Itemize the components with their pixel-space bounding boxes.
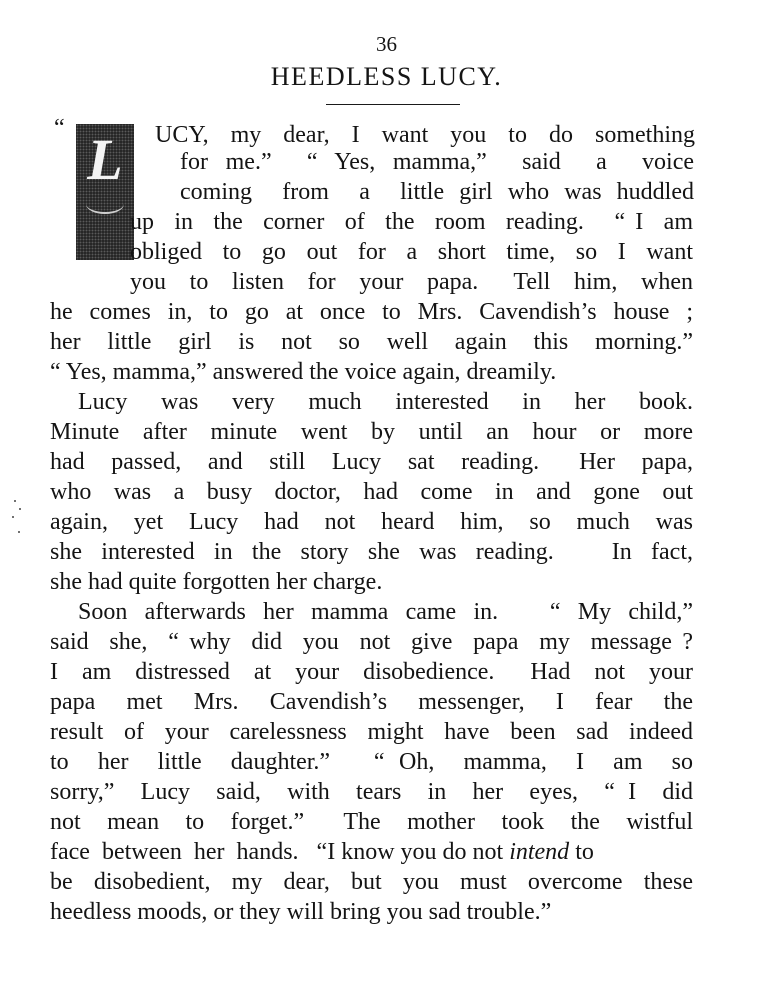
text-line: for me.” “ Yes, mamma,” said a voice — [180, 149, 694, 175]
margin-speck — [18, 531, 20, 533]
margin-speck — [14, 500, 16, 502]
text-line: again, yet Lucy had not heard him, so much was — [50, 509, 693, 535]
text-line: Lucy was very much interested in her book. — [78, 389, 693, 415]
text-line: UCY, my dear, I want you to do something — [155, 122, 695, 148]
title-rule — [326, 104, 460, 105]
text-line: Soon afterwards her mamma came in. “ My child,” — [78, 599, 693, 625]
page-number: 36 — [376, 32, 397, 56]
text-line: sorry,” Lucy said, with tears in her eyes, “ I did — [50, 779, 693, 805]
text-line: obliged to go out for a short time, so I want — [130, 239, 693, 265]
text-line: Minute after minute went by until an hour or more — [50, 419, 693, 445]
text-segment: to — [569, 839, 594, 865]
text-line: be disobedient, my dear, but you must overcome these — [50, 869, 693, 895]
drop-cap-flourish — [86, 194, 124, 214]
text-line: papa met Mrs. Cavendish’s messenger, I fear the — [50, 689, 693, 715]
text-line: she had quite forgotten her charge. — [50, 569, 383, 595]
text-line: who was a busy doctor, had come in and gone out — [50, 479, 693, 505]
drop-cap-letter: L — [87, 127, 123, 192]
opening-quote: “ — [54, 115, 65, 141]
text-segment: face between her hands. “I know you do not — [50, 839, 504, 865]
text-line: “ Yes, mamma,” answered the voice again, dreamily. — [50, 359, 557, 385]
margin-speck — [19, 508, 21, 510]
text-line: I am distressed at your disobedience. Had not your — [50, 659, 693, 685]
text-line: had passed, and still Lucy sat reading. Her papa, — [50, 449, 693, 475]
text-line-with-italic — [50, 837, 693, 867]
text-line: said she, “ why did you not give papa my message ? — [50, 629, 693, 655]
text-line: result of your carelessness might have been sad indeed — [50, 719, 693, 745]
text-line: not mean to forget.” The mother took the wistful — [50, 809, 693, 835]
text-line: he comes in, to go at once to Mrs. Cavendish’s house ; — [50, 299, 693, 325]
text-line: to her little daughter.” “ Oh, mamma, I am so — [50, 749, 693, 775]
text-line: she interested in the story she was reading. In fact, — [50, 539, 693, 565]
text-line: up in the corner of the room reading. “ I am — [130, 209, 693, 235]
text-line: her little girl is not so well again this morning.” — [50, 329, 693, 355]
drop-cap — [76, 124, 134, 260]
text-line: coming from a little girl who was huddled — [180, 179, 694, 205]
italic-word: intend — [509, 839, 570, 865]
chapter-title: HEEDLESS LUCY. — [270, 62, 503, 91]
text-line: you to listen for your papa. Tell him, when — [130, 269, 693, 295]
margin-speck — [12, 516, 14, 518]
text-line: heedless moods, or they will bring you sad trouble.” — [50, 899, 552, 925]
